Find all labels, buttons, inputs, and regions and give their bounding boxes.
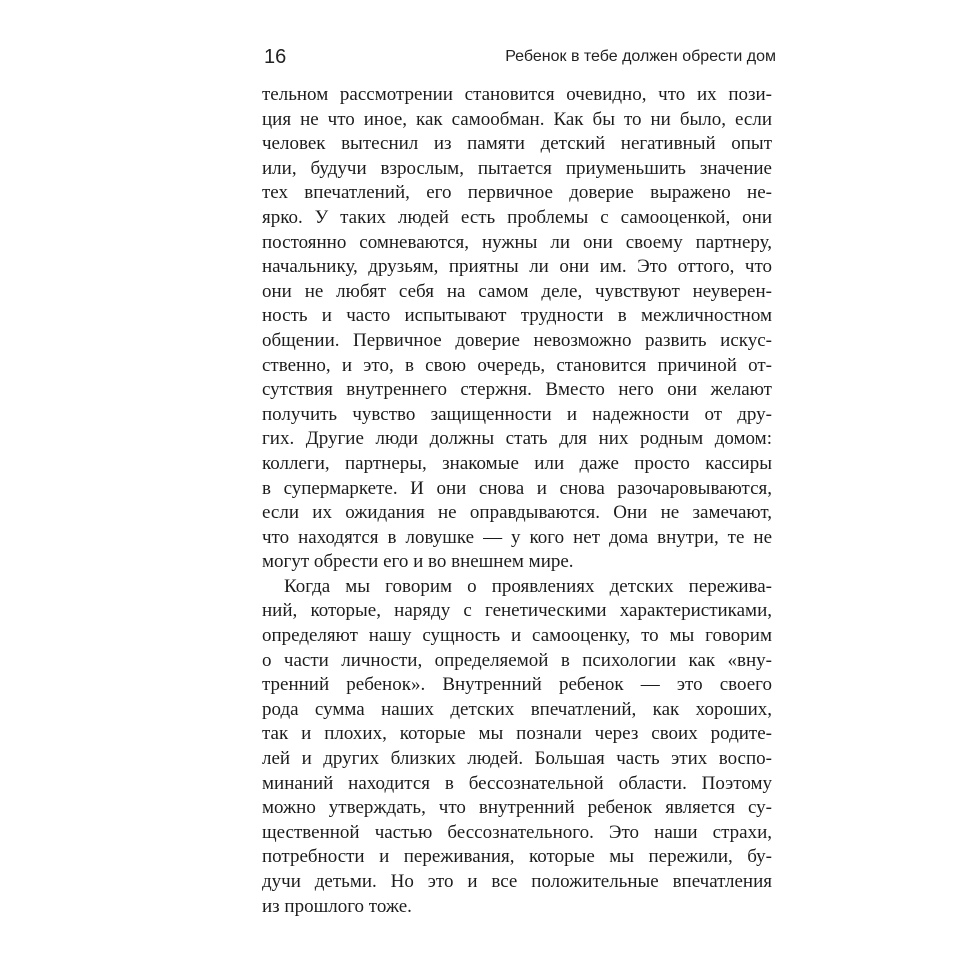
text-line: рода сумма наших детских впечатлений, как хороших, bbox=[262, 698, 772, 720]
text-line: дучи детьми. Но это и все положительные впечатления bbox=[262, 871, 772, 892]
text-line: или, будучи взрослым, пытается приуменьшить значение bbox=[262, 157, 772, 179]
page-number: 16 bbox=[264, 46, 287, 68]
text-line: могут обрести его и во внешнем мире. bbox=[262, 551, 574, 573]
text-line: лей и других близких людей. Большая часть этих воспо- bbox=[262, 748, 772, 770]
text-line: сутствия внутреннего стержня. Вместо него они желают bbox=[262, 379, 772, 401]
text-line: ность и часто испытывают трудности в межличностном bbox=[262, 305, 772, 327]
text-line: общении. Первичное доверие невозможно развить искус- bbox=[262, 329, 772, 351]
text-line: получить чувство защищенности и надежности от дру- bbox=[262, 403, 772, 425]
text-line: ний, которые, наряду с генетическими характеристиками, bbox=[262, 600, 772, 622]
text-line: они не любят себя на самом деле, чувствуют неуверен- bbox=[262, 280, 772, 302]
text-line: постоянно сомневаются, нужны ли они своему партнеру, bbox=[262, 231, 772, 253]
text-line: в супермаркете. И они снова и снова разочаровываются, bbox=[262, 477, 772, 499]
text-line: тельном рассмотрении становится очевидно, что их пози- bbox=[262, 84, 772, 105]
running-header bbox=[264, 44, 776, 74]
running-title: Ребенок в тебе должен обрести дом bbox=[505, 48, 776, 65]
text-line: коллеги, партнеры, знакомые или даже просто кассиры bbox=[262, 452, 772, 474]
text-line: щественной частью бессознательного. Это наши страхи, bbox=[262, 821, 772, 843]
text-line: можно утверждать, что внутренний ребенок является су- bbox=[262, 797, 772, 819]
text-line: если их ожидания не оправдываются. Они не замечают, bbox=[262, 502, 772, 524]
text-line: минаний находится в бессознательной области. Поэтому bbox=[262, 772, 772, 794]
text-line: человек вытеснил из памяти детский негативный опыт bbox=[262, 133, 772, 155]
body-text bbox=[262, 83, 772, 919]
text-line: тех впечатлений, его первичное доверие выражено не- bbox=[262, 182, 772, 204]
text-line: гих. Другие люди должны стать для них родным домом: bbox=[262, 428, 772, 450]
text-line: что находятся в ловушке — у кого нет дома внутри, те не bbox=[262, 526, 772, 548]
text-line: Когда мы говорим о проявлениях детских пережива- bbox=[284, 575, 772, 597]
text-line: ярко. У таких людей есть проблемы с самооценкой, они bbox=[262, 206, 772, 228]
text-line: определяют нашу сущность и самооценку, то мы говорим bbox=[262, 625, 772, 647]
text-line: ция не что иное, как самообман. Как бы то ни было, если bbox=[262, 108, 772, 130]
text-line: из прошлого тоже. bbox=[262, 895, 412, 917]
text-line: тренний ребенок». Внутренний ребенок — это своего bbox=[262, 674, 772, 696]
paragraph bbox=[262, 575, 772, 919]
paragraph bbox=[262, 83, 772, 575]
text-line: начальнику, друзьям, приятны ли они им. Это оттого, что bbox=[262, 256, 772, 278]
text-line: так и плохих, которые мы познали через своих родите- bbox=[262, 723, 772, 745]
text-line: ственно, и это, в свою очередь, становится причиной от- bbox=[262, 354, 772, 376]
text-line: о части личности, определяемой в психологии как «вну- bbox=[262, 649, 772, 671]
text-line: потребности и переживания, которые мы пережили, бу- bbox=[262, 846, 772, 868]
